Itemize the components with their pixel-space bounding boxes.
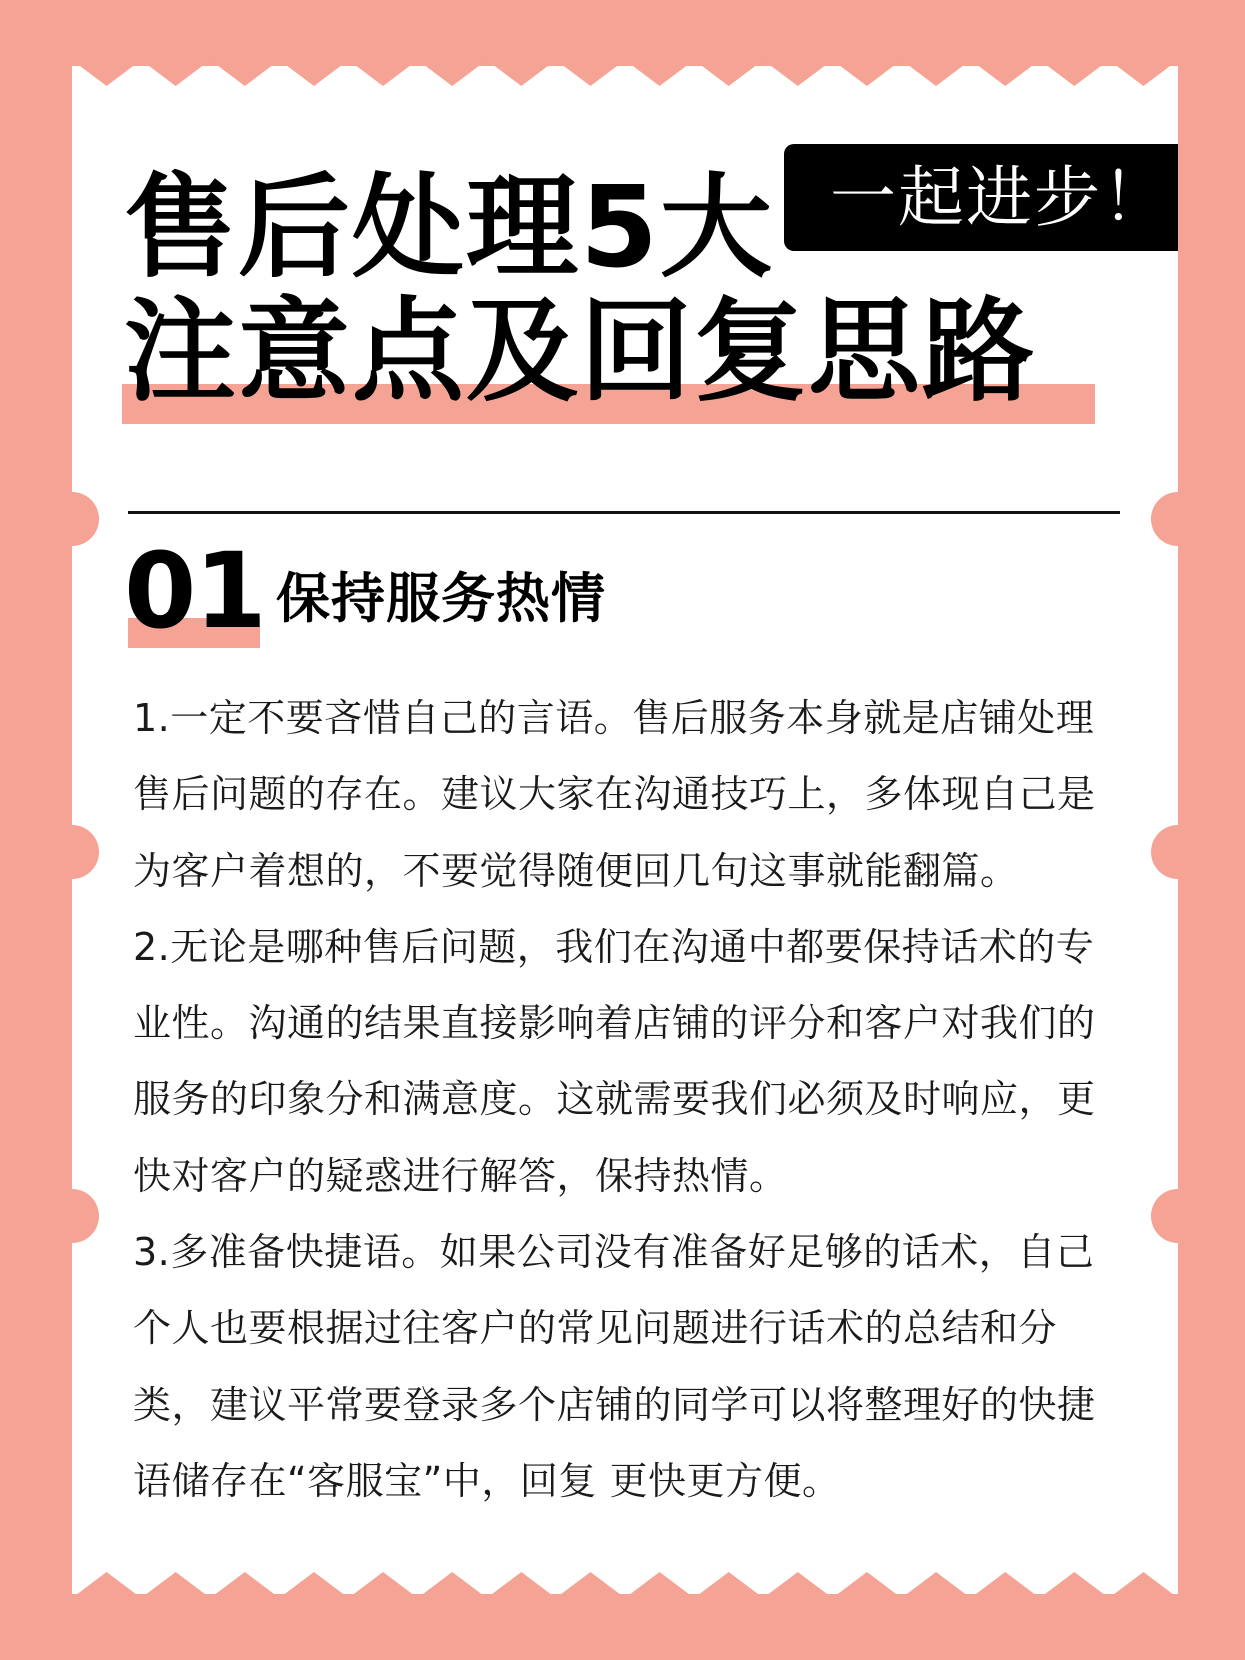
top-zigzag-edge <box>72 60 1178 100</box>
paragraph: 2.无论是哪种售后问题，我们在沟通中都要保持话术的专业性。沟通的结果直接影响着店铺的评分和客户对我们的服务的印象分和满意度。这就需要我们必须及时响应，更快对客户的疑惑进行解答，保持热情。 <box>133 924 1096 1198</box>
bottom-zigzag-edge <box>72 1558 1178 1598</box>
paragraph: 3.多准备快捷语。如果公司没有准备好足够的话术，自己个人也要根据过往客户的常见问题进行话术的总结和分类，建议平常要登录多个店铺的同学可以将整理好的快捷语储存在“客服宝”中，回复 更快更方便。 <box>133 1230 1096 1503</box>
title-line-1: 售后处理5大 <box>124 163 774 293</box>
badge-label: 一起进步！ <box>784 144 1178 251</box>
left-notch <box>45 492 99 546</box>
right-notch <box>1151 825 1205 879</box>
section-heading: 保持服务热情 <box>276 567 606 630</box>
section-number: 01 <box>124 530 265 652</box>
title-line-2: 注意点及回复思路 <box>124 287 1036 417</box>
section-divider <box>128 511 1120 514</box>
right-notch <box>1151 492 1205 546</box>
right-notch <box>1151 1189 1205 1243</box>
left-notch <box>45 1189 99 1243</box>
left-notch <box>45 825 99 879</box>
body-text <box>133 680 1123 1519</box>
paragraph: 1.一定不要吝惜自己的言语。售后服务本身就是店铺处理售后问题的存在。建议大家在沟通技巧上，多体现自己是为客户着想的，不要觉得随便回几句这事就能翻篇。 <box>133 696 1096 893</box>
